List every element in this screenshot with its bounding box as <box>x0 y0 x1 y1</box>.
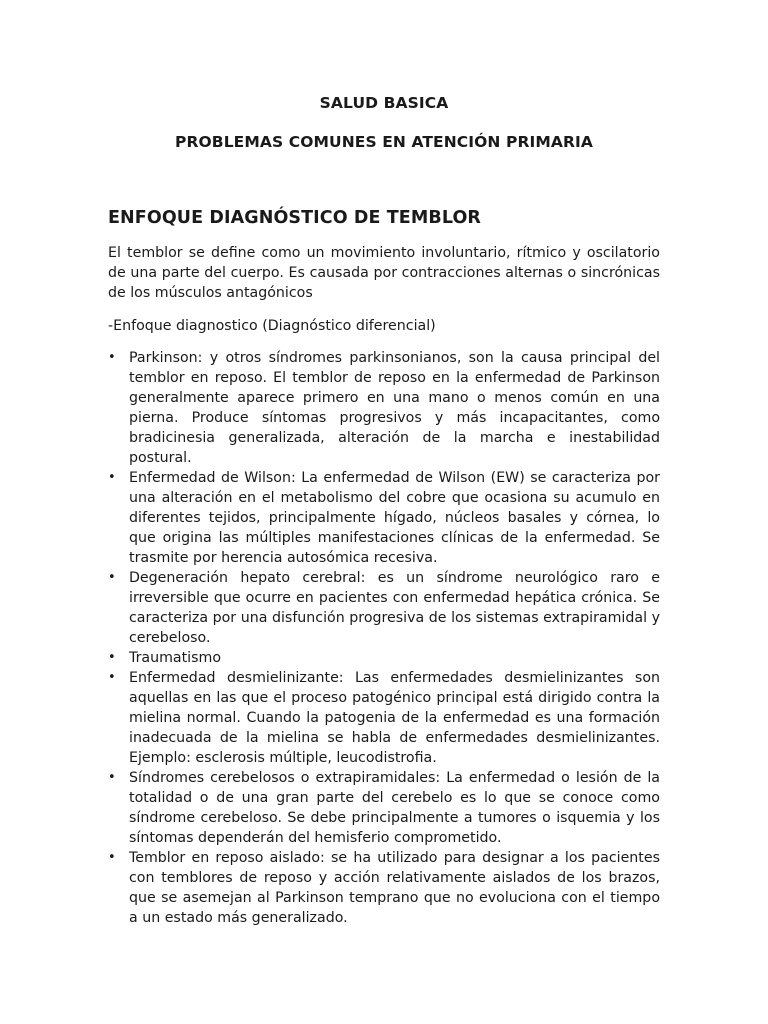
list-item-text: Enfermedad de Wilson: La enfermedad de Wilson (EW) se caracteriza por una alteración en el metabolismo del cobre que ocasiona su acumulo en diferentes tejidos, principalmente hígado, núcleos basales y córnea, lo que origina las múltiples manifestaciones clínicas de la enfermedad. Se trasmite por herencia autosómica recesiva. <box>129 470 660 566</box>
bullet-icon: • <box>108 770 116 785</box>
list-item-text: Traumatismo <box>129 650 222 666</box>
list-item <box>108 768 660 848</box>
bullet-icon: • <box>108 670 116 685</box>
list-item-text: Temblor en reposo aislado: se ha utilizado para designar a los pacientes con temblores de reposo y acción relativamente aislados de los brazos, que se asemejan al Parkinson temprano que no evoluciona con el tiempo a un estado más generalizado. <box>129 850 660 926</box>
bullet-icon: • <box>108 350 116 365</box>
bullet-icon: • <box>108 650 116 665</box>
section-heading: ENFOQUE DIAGNÓSTICO DE TEMBLOR <box>108 208 481 228</box>
list-item <box>108 348 660 468</box>
list-item <box>108 648 660 668</box>
differential-diagnosis-list <box>108 348 660 928</box>
intro-paragraph: El temblor se define como un movimiento involuntario, rítmico y oscilatorio de una parte del cuerpo. Es causada por contracciones alternas o sincrónicas de los músculos antagónicos <box>108 245 660 301</box>
list-item <box>108 668 660 768</box>
list-item <box>108 848 660 928</box>
list-item-text: Síndromes cerebelosos o extrapiramidales: La enfermedad o lesión de la totalidad o de una gran parte del cerebelo es lo que se conoce como síndrome cerebeloso. Se debe principalmente a tumores o isquemia y los síntomas dependerán del hemisferio comprometido. <box>129 770 660 846</box>
bullet-icon: • <box>108 850 116 865</box>
list-item-text: Enfermedad desmielinizante: Las enfermedades desmielinizantes son aquellas en las que el proceso patogénico principal está dirigido contra la mielina normal. Cuando la patogenia de la enfermedad es una formación inadecuada de la mielina se habla de enfermedades desmielinizantes. Ejemplo: esclerosis múltiple, leucodistrofia. <box>129 670 660 766</box>
bullet-icon: • <box>108 470 116 485</box>
list-item-text: Degeneración hepato cerebral: es un síndrome neurológico raro e irreversible que ocurre en pacientes con enfermedad hepática crónica. Se caracteriza por una disfunción progresiva de los sistemas extrapiramidal y cerebeloso. <box>129 570 660 646</box>
list-item <box>108 568 660 648</box>
differential-diagnosis-subheading: -Enfoque diagnostico (Diagnóstico diferencial) <box>108 318 436 334</box>
list-item <box>108 468 660 568</box>
document-subtitle: PROBLEMAS COMUNES EN ATENCIÓN PRIMARIA <box>175 133 593 151</box>
document-title: SALUD BASICA <box>319 94 449 112</box>
list-item-text: Parkinson: y otros síndromes parkinsonianos, son la causa principal del temblor en reposo. El temblor de reposo en la enfermedad de Parkinson generalmente aparece primero en una mano o menos común en una pierna. Produce síntomas progresivos y más incapacitantes, como bradicinesia generalizada, alteración de la marcha e inestabilidad postural. <box>129 350 660 466</box>
bullet-icon: • <box>108 570 116 585</box>
